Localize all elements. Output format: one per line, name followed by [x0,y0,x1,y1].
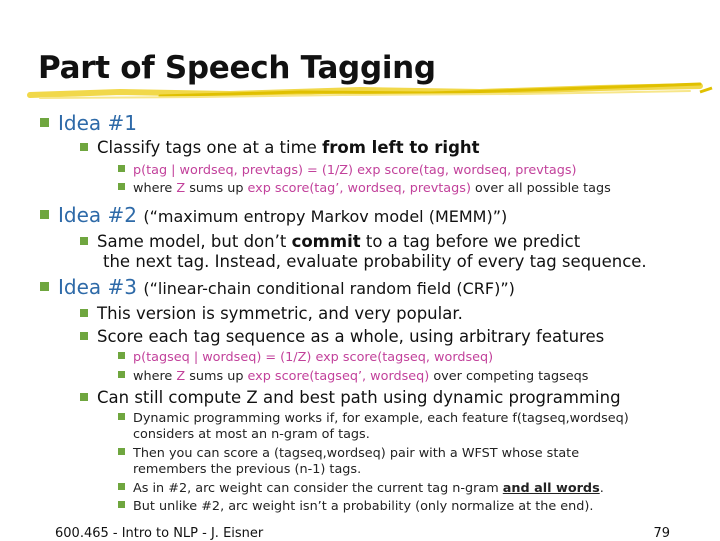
bullet-icon [80,309,88,317]
text-segment: sums up [185,181,248,196]
idea3-item [40,275,515,299]
text-segment: over all possible tags [470,181,611,196]
text-segment: where [133,181,177,196]
idea3-dp2-continued: remembers the previous (n-1) tags. [133,462,362,477]
text-segment: . [599,481,604,496]
title-underline-decoration [0,80,720,110]
bullet-icon [80,237,88,245]
idea3-dp1-text: Dynamic programming works if, for example, each feature f(tagseq,wordseq) [133,411,629,426]
idea3-formula1 [118,350,493,365]
bullet-icon [40,118,49,127]
idea3-sub3 [80,388,621,407]
idea1-sub1 [80,138,480,157]
commit-bold: commit [291,232,361,251]
idea1-item [40,111,137,135]
bullet-icon [118,501,125,508]
bullet-icon [118,165,125,172]
bullet-icon [80,143,88,151]
idea1-sub1-bold: from left to right [322,138,480,157]
idea3-dp4 [118,499,593,514]
text-segment: where [133,369,177,384]
idea1-formula1 [118,163,576,178]
idea3-dp1 [118,411,629,426]
formula-highlight: exp score(tagseq’, wordseq) [247,369,430,384]
idea2-sub1-continued: the next tag. Instead, evaluate probability of every tag sequence. [103,252,647,271]
idea2-label: Idea #2 [58,203,137,227]
idea3-sub2-text: Score each tag sequence as a whole, using arbitrary features [97,327,605,346]
text-segment: sums up [185,369,248,384]
idea3-formula2 [118,369,588,384]
bullet-icon [118,352,125,359]
idea3-dp2-text: Then you can score a (tagseq,wordseq) pair with a WFST whose state [133,446,580,461]
idea3-note: (“linear-chain conditional random field (CRF)”) [143,279,515,298]
idea1-formula2 [118,181,611,196]
bullet-icon [118,413,125,420]
idea3-dp3 [118,481,604,496]
slide-title: Part of Speech Tagging [38,50,436,86]
idea2-sub1 [80,232,580,251]
idea2-item [40,203,507,227]
idea3-sub1-text: This version is symmetric, and very popular. [97,304,463,323]
idea3-label: Idea #3 [58,275,137,299]
bullet-icon [80,393,88,401]
idea3-sub1 [80,304,463,323]
text-segment: Same model, but don’t [97,232,292,251]
idea1-label: Idea #1 [58,111,137,135]
idea3-sub3-text: Can still compute Z and best path using dynamic programming [97,388,621,407]
idea1-sub1-text: Classify tags one at a time [97,138,323,157]
idea3-dp2 [118,446,579,461]
z-symbol: Z [176,369,186,384]
bullet-icon [40,210,49,219]
formula-highlight: exp score(tag’, wordseq, prevtags) [247,181,471,196]
bullet-icon [118,448,125,455]
text-segment: to a tag before we predict [360,232,581,251]
text-segment: As in #2, arc weight can consider the current tag n-gram [133,481,503,496]
bullet-icon [118,371,125,378]
bullet-icon [80,332,88,340]
idea2-note: (“maximum entropy Markov model (MEMM)”) [143,207,508,226]
bullet-icon [40,282,49,291]
idea3-formula1-text: p(tagseq | wordseq) = (1/Z) exp score(tagseq, wordseq) [133,350,494,365]
bullet-icon [118,483,125,490]
idea3-dp1-continued: considers at most an n-gram of tags. [133,427,370,442]
text-segment: over competing tagseqs [429,369,589,384]
idea3-sub2 [80,327,604,346]
page-number: 79 [653,526,670,541]
and-all-words-underlined: and all words [502,481,600,496]
z-symbol: Z [176,181,186,196]
idea1-formula1-text: p(tag | wordseq, prevtags) = (1/Z) exp score(tag, wordseq, prevtags) [133,163,577,178]
footer-course: 600.465 - Intro to NLP - J. Eisner [55,526,264,541]
idea3-dp4-text: But unlike #2, arc weight isn’t a probability (only normalize at the end). [133,499,594,514]
bullet-icon [118,183,125,190]
